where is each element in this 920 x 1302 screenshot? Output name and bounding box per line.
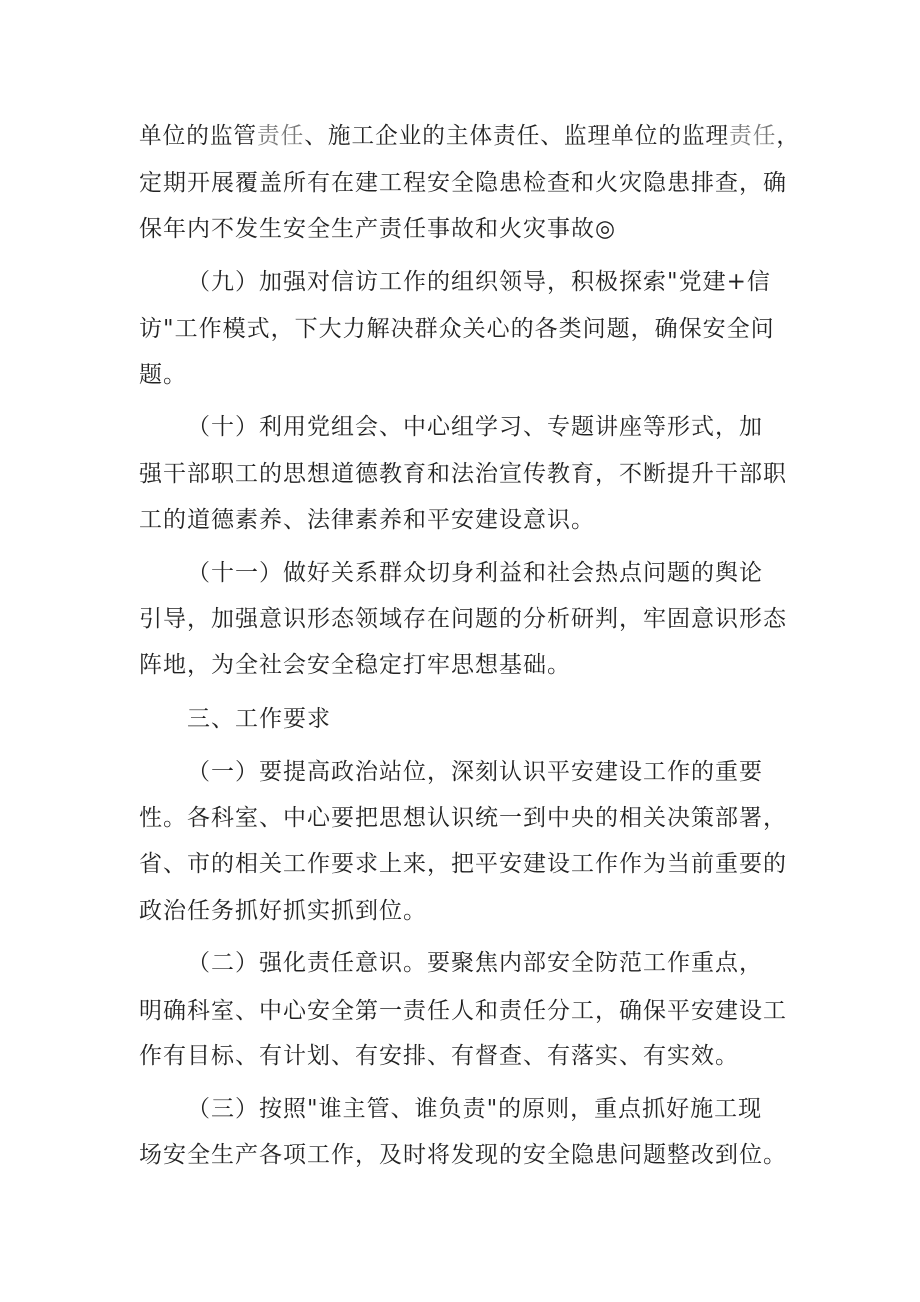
paragraph-11-line-3: 阵地，为全社会安全稳定打牢思想基础。 xyxy=(139,652,571,678)
section-3-heading: 三、工作要求 xyxy=(187,706,331,732)
requirement-1-line-4: 政治任务抓好抓实抓到位。 xyxy=(139,898,427,924)
paragraph-10-line-3: 工的道德素养、法律素养和平安建设意识。 xyxy=(139,507,595,533)
text-run-grey: 责任 xyxy=(729,123,777,149)
requirement-1-line-3: 省、市的相关工作要求上来，把平安建设工作作为当前重要的 xyxy=(139,851,787,877)
paragraph-11-line-1: （十一）做好关系群众切身利益和社会热点问题的舆论 xyxy=(187,560,763,586)
paragraph-continued-line-2: 定期开展覆盖所有在建工程安全隐患检查和火灾隐患排查，确 xyxy=(139,170,787,196)
requirement-2-line-2: 明确科室、中心安全第一责任人和责任分工，确保平安建设工 xyxy=(139,998,787,1024)
requirement-1-line-1: （一）要提高政治站位，深刻认识平安建设工作的重要 xyxy=(187,759,763,785)
text-run: ， xyxy=(776,123,800,149)
requirement-3-line-1: （三）按照"谁主管、谁负责"的原则，重点抓好施工现 xyxy=(187,1096,763,1122)
paragraph-10-line-2: 强干部职工的思想道德教育和法治宣传教育，不断提升干部职 xyxy=(139,461,787,487)
paragraph-9-line-1: （九）加强对信访工作的组织领导，积极探索"党建+信 xyxy=(187,269,771,295)
paragraph-continued-line-1 xyxy=(139,121,800,151)
requirement-1-line-2: 性。各科室、中心要把思想认识统一到中央的相关决策部署， xyxy=(139,805,787,831)
text-run: 、施工企业的主体责任、监理单位的监理 xyxy=(304,123,730,149)
requirement-2-line-3: 作有目标、有计划、有安排、有督查、有落实、有实效。 xyxy=(139,1043,739,1069)
text-run: 单位的监管 xyxy=(139,123,258,149)
paragraph-9-line-2: 访"工作模式，下大力解决群众关心的各类问题，确保安全问 xyxy=(139,316,775,342)
requirement-2-line-1: （二）强化责任意识。要聚焦内部安全防范工作重点， xyxy=(187,950,763,976)
paragraph-continued-line-3: 保年内不发生安全生产责任事故和火灾事故◎ xyxy=(139,216,617,242)
requirement-3-line-2: 场安全生产各项工作，及时将发现的安全隐患问题整改到位。 xyxy=(139,1142,787,1168)
paragraph-10-line-1: （十）利用党组会、中心组学习、专题讲座等形式，加 xyxy=(187,414,763,440)
text-run-grey: 责任 xyxy=(257,123,305,149)
paragraph-9-line-3: 题。 xyxy=(139,362,187,388)
paragraph-11-line-2: 引导，加强意识形态领域存在问题的分析研判，牢固意识形态 xyxy=(139,606,787,632)
